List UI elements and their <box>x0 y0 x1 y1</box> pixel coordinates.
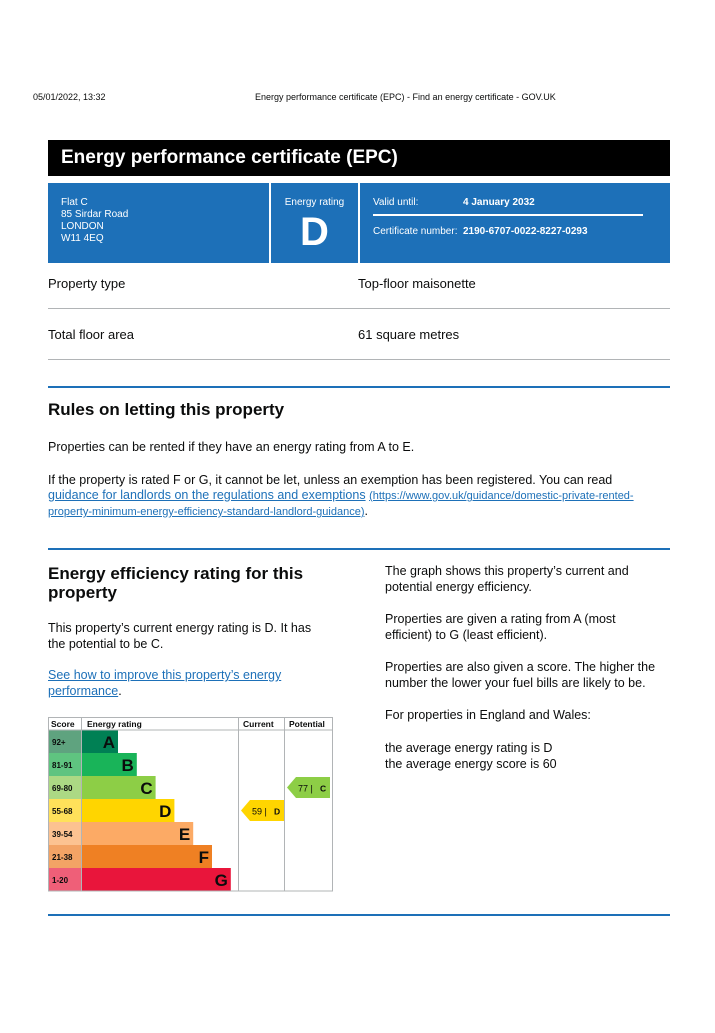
band-score-label: 55-68 <box>52 807 73 816</box>
efficiency-heading-line: Energy efficiency rating for this <box>48 564 304 583</box>
energy-rating-chart <box>48 717 333 892</box>
certificate-title: Energy performance certificate (EPC) <box>48 140 670 176</box>
validity-divider <box>373 214 643 216</box>
text-line: The graph shows this property’s current and <box>385 564 629 578</box>
text-line: the average energy score is 60 <box>385 756 557 771</box>
current-score: 59 | <box>252 806 267 817</box>
section-divider <box>48 386 670 388</box>
band-letter: C <box>140 779 153 798</box>
section-divider <box>48 548 670 550</box>
potential-score: 77 | <box>298 783 313 794</box>
property-type-label: Property type <box>48 276 126 291</box>
efficiency-heading <box>48 564 303 602</box>
text-line: efficient) to G (least efficient). <box>385 627 548 642</box>
period: . <box>118 683 122 698</box>
section-divider <box>48 914 670 916</box>
valid-until-label: Valid until: <box>373 197 419 208</box>
band-score-label: 81-91 <box>52 761 73 770</box>
print-datetime: 05/01/2022, 13:32 <box>33 92 106 102</box>
band-score-label: 21-38 <box>52 853 73 862</box>
print-page-title: Energy performance certificate (EPC) - Find an energy certificate - GOV.UK <box>255 92 556 102</box>
england-wales-intro: For properties in England and Wales: <box>385 708 591 722</box>
address-line: LONDON <box>61 221 104 232</box>
band-bar <box>81 868 231 891</box>
improve-performance-link[interactable]: See how to improve this property’s energy <box>48 668 282 682</box>
average-rating-text <box>385 741 557 772</box>
text-line: potential energy efficiency. <box>385 579 532 594</box>
letting-paragraph-1: Properties can be rented if they have an energy rating from A to E. <box>48 440 415 454</box>
certificate-number: 2190-6707-0022-8227-0293 <box>463 226 588 237</box>
rating-explanation <box>385 612 616 643</box>
efficiency-heading-line: property <box>48 583 117 602</box>
band-letter: E <box>178 825 191 844</box>
band-letter: A <box>102 733 115 752</box>
valid-until-date: 4 January 2032 <box>463 197 535 208</box>
chart-header: Score <box>51 719 75 729</box>
band-score-label: 1-20 <box>52 876 69 885</box>
letting-heading: Rules on letting this property <box>48 400 285 419</box>
divider <box>48 359 670 360</box>
band-bar <box>81 845 212 868</box>
band-score-label: 69-80 <box>52 784 73 793</box>
certificate-number-label: Certificate number: <box>373 226 458 237</box>
address-box <box>48 183 269 263</box>
chart-header: Current <box>243 719 274 729</box>
landlord-guidance-url-cont[interactable]: property-minimum-energy-efficiency-standard-landlord-guidance) <box>48 506 365 518</box>
improve-performance-link-cont[interactable]: performance <box>48 683 119 698</box>
text-line: the potential to be C. <box>48 636 164 651</box>
letting-link-line-2 <box>48 504 368 521</box>
floor-area-value: 61 square metres <box>358 327 460 342</box>
address-line: W11 4EQ <box>61 233 104 244</box>
floor-area-label: Total floor area <box>48 327 134 342</box>
chart-header: Potential <box>289 719 325 729</box>
landlord-guidance-link[interactable]: guidance for landlords on the regulations and exemptions <box>48 488 366 502</box>
text-line: This property’s current energy rating is D. It has <box>48 621 312 635</box>
band-score-label: 92+ <box>52 738 66 747</box>
band-letter: F <box>198 848 209 867</box>
band-bar <box>81 822 193 845</box>
landlord-guidance-url[interactable]: (https://www.gov.uk/guidance/domestic-private-rented- <box>369 490 634 502</box>
band-score-label: 39-54 <box>52 830 73 839</box>
text-line: Properties are also given a score. The higher the <box>385 660 656 674</box>
improve-link-block <box>48 668 281 699</box>
energy-rating-box <box>271 183 358 263</box>
address-line: Flat C <box>61 197 88 208</box>
text-line: Properties are given a rating from A (most <box>385 612 616 626</box>
energy-rating-chart-svg <box>48 717 333 892</box>
score-explanation <box>385 660 655 691</box>
energy-rating-letter: D <box>300 210 329 254</box>
text-line: the average energy rating is D <box>385 741 553 755</box>
text-line: number the lower your fuel bills are likely to be. <box>385 675 646 690</box>
current-letter: D <box>274 806 281 817</box>
current-rating-text <box>48 621 311 652</box>
validity-box <box>360 183 670 263</box>
potential-letter: C <box>320 783 327 794</box>
letting-link-line <box>48 488 673 505</box>
property-type-value: Top-floor maisonette <box>358 276 476 291</box>
chart-header: Energy rating <box>87 719 142 729</box>
band-letter: G <box>214 871 228 890</box>
band-letter: B <box>121 756 134 775</box>
address-line: 85 Sirdar Road <box>61 209 129 220</box>
letting-paragraph-2: If the property is rated F or G, it cannot be let, unless an exemption has been registered. You can read <box>48 473 613 487</box>
period: . <box>364 504 368 518</box>
graph-explanation <box>385 564 629 595</box>
band-letter: D <box>159 802 172 821</box>
energy-rating-label: Energy rating <box>284 197 345 208</box>
divider <box>48 308 670 309</box>
